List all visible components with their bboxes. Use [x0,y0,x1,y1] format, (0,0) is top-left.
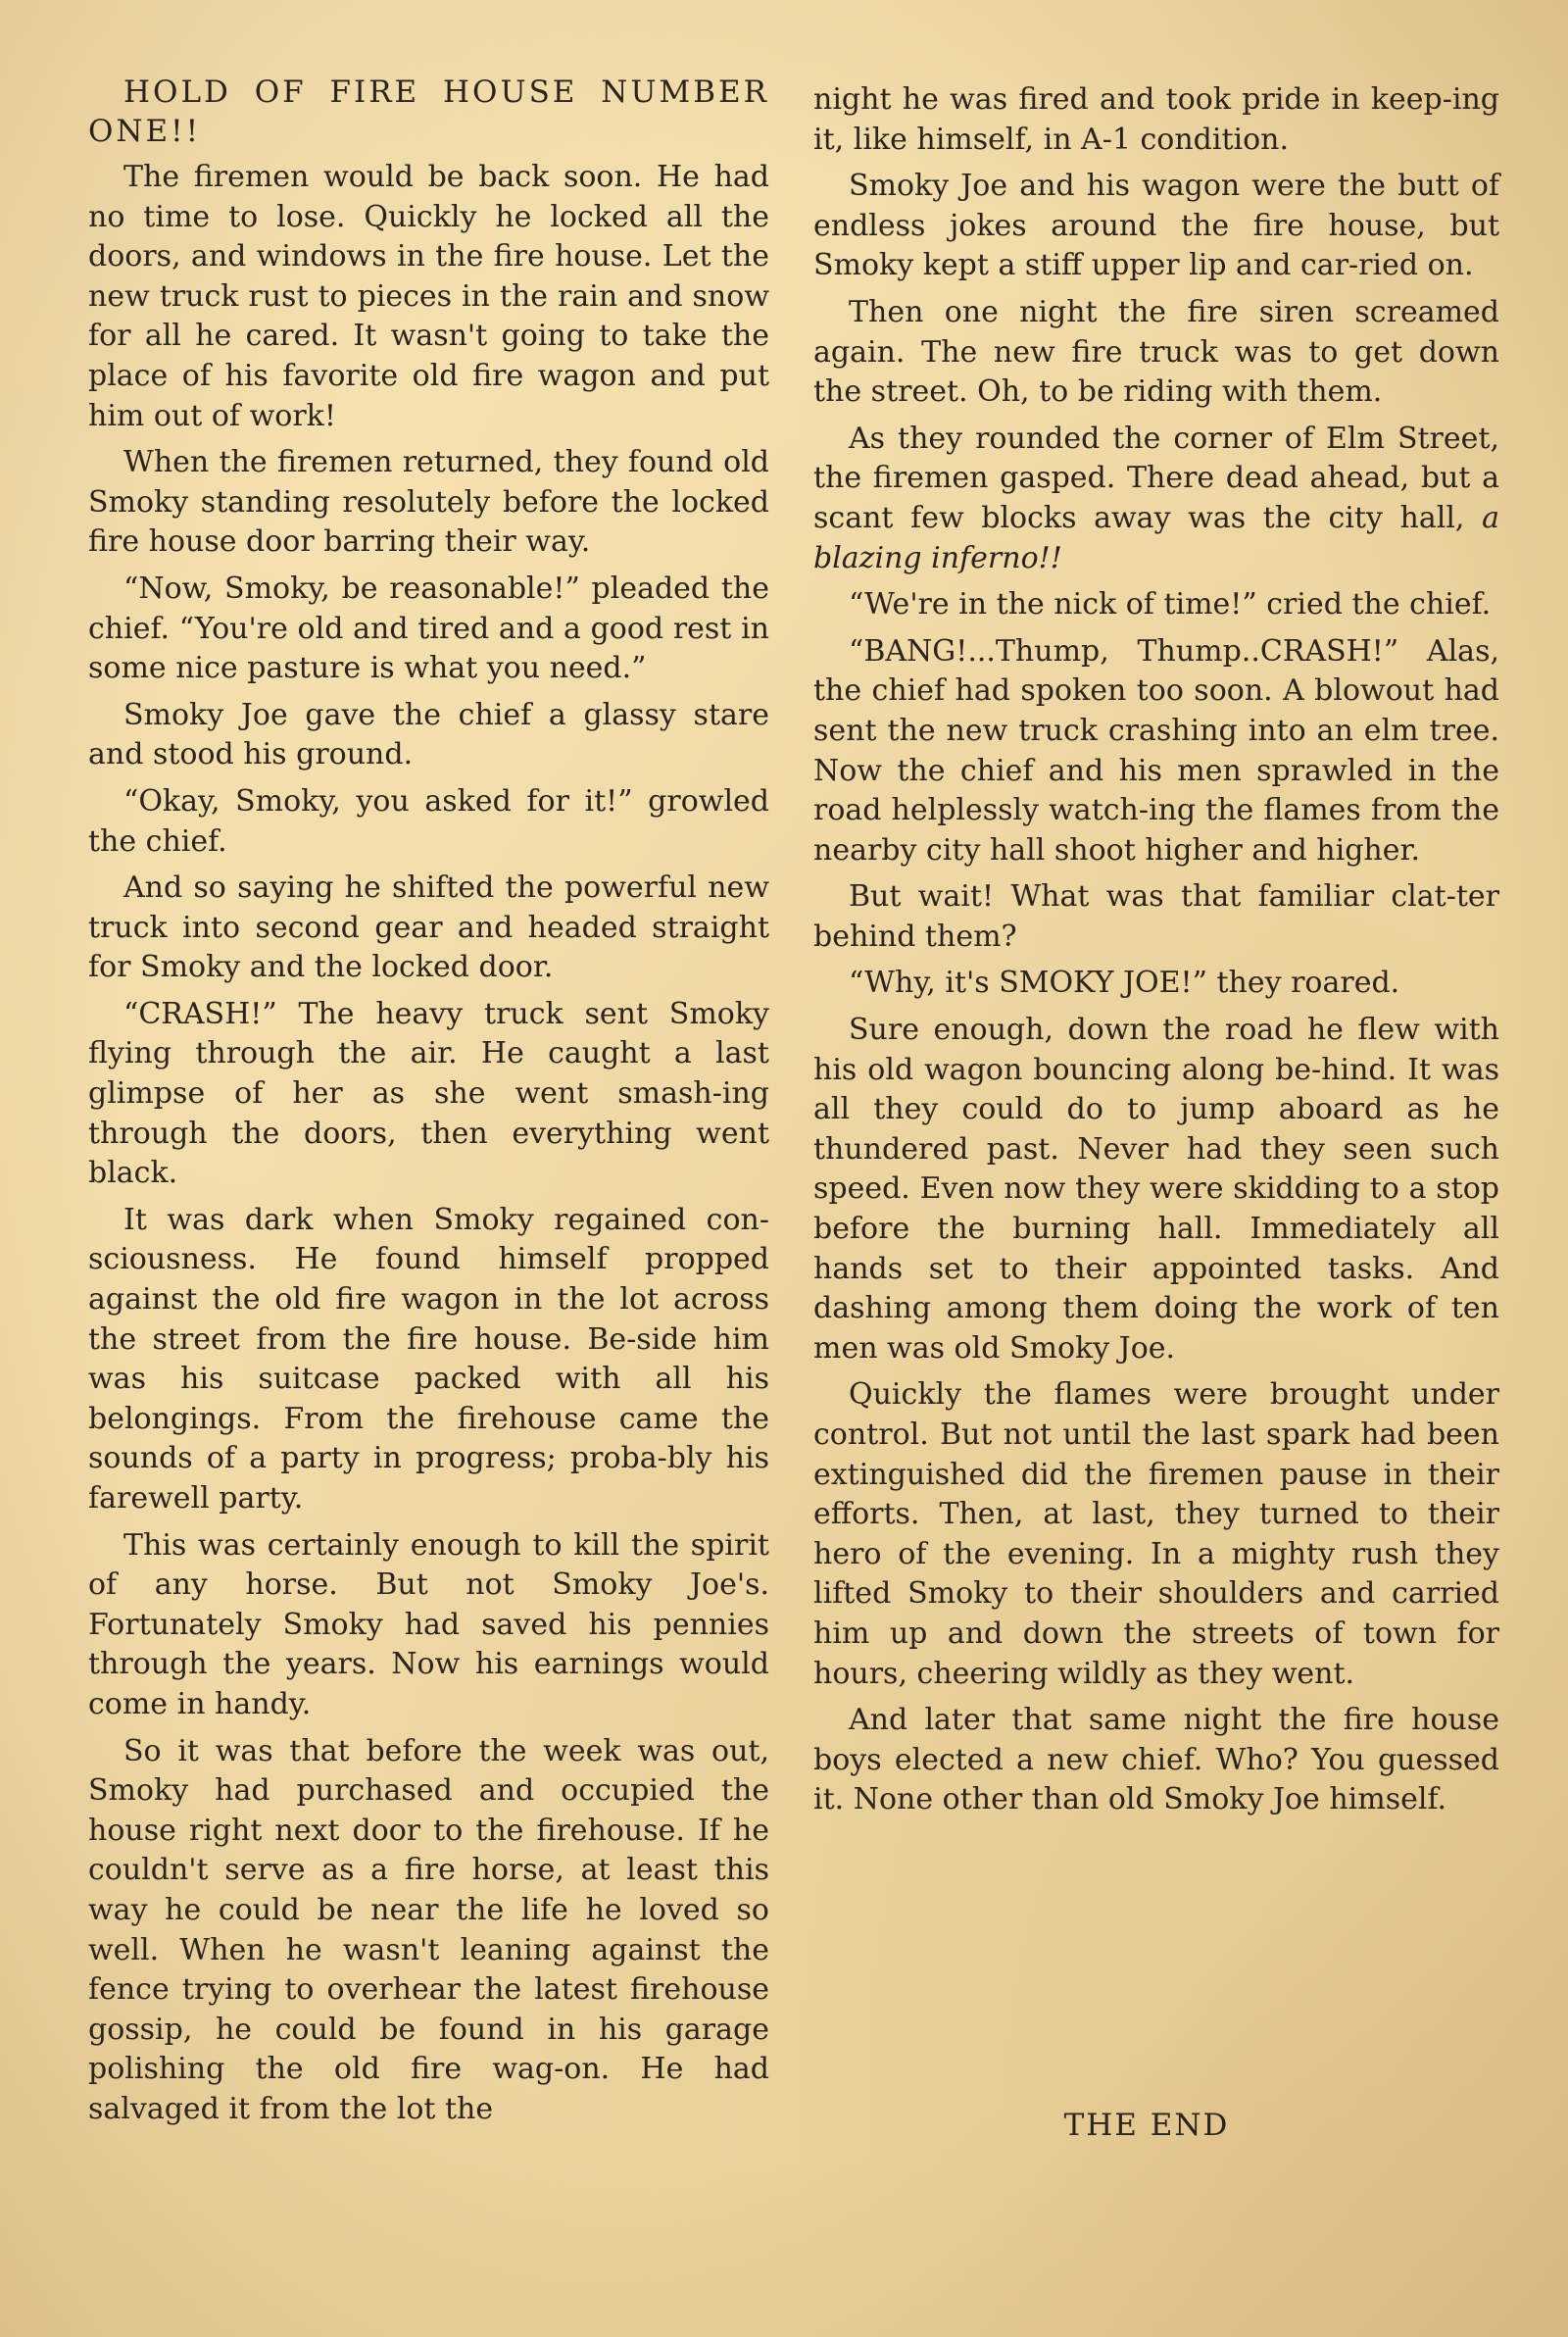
paragraph: Smoky Joe and his wagon were the butt of endless jokes around the fire house, but Smoky kept a stiff upper lip and car-ried on. [813,169,1499,283]
paragraph: “Why, it's SMOKY JOE!” they roared. [849,966,1400,1001]
paragraph: Quickly the flames were brought under control. But not until the last spark had been extinguished did the firemen pause in their efforts. Then, at last, they turned to their hero of the evening. In a mighty rush they lifted Smoky to their shoulders and carried him up and down the streets of town for hours, cheering wildly as they went. [813,1377,1499,1691]
the-end-label: THE END [1063,2108,1230,2143]
paragraph: And later that same night the fire house boys elected a new chief. Who? You guessed it. None other than old Smoky Joe himself. [813,1703,1499,1817]
paragraph: Then one night the fire siren screamed again. The new fire truck was to get down the street. Oh, to be riding with them. [813,294,1499,410]
paragraph: This was certainly enough to kill the spirit of any horse. But not Smoky Joe's. Fortunately Smoky had saved his pennies through the years. Now his earnings would come in handy. [88,1527,769,1721]
paragraph: “Okay, Smoky, you asked for it!” growled the chief. [88,783,769,859]
paragraph-text: As they rounded the corner of Elm Street, the firemen gasped. There dead ahead, but a scant few blocks away was the city hall, [813,421,1499,535]
paragraph: When the firemen returned, they found old Smoky standing resolutely before the locked fire house door barring their way. [88,445,769,560]
paragraph: It was dark when Smoky regained con-sciousness. He found himself propped against the old fire wagon in the lot across the street from the fire house. Be-side him was his suitcase packed with all his belongings. From the firehouse came the sounds of a party in progress; proba-bly his farewell party. [88,1202,769,1516]
paragraph: Smoky Joe gave the chief a glassy stare and stood his ground. [88,697,769,772]
paragraph: “CRASH!” The heavy truck sent Smoky flying through the air. He caught a last glimpse of her as she went smash-ing through the doors, then everything went black. [88,996,769,1191]
left-column [88,73,769,2137]
paragraph: “We're in the nick of time!” cried the chief. [849,587,1492,622]
italic-phrase: a blazing inferno!! [813,500,1499,575]
paragraph: But wait! What was that familiar clat-ter behind them? [813,879,1499,954]
paragraph: So it was that before the week was out, Smoky had purchased and occupied the house right next door to the firehouse. If he couldn't serve as a fire horse, at least this way he could be near the life he loved so well. When he wasn't leaning against the fence trying to overhear the latest firehouse gossip, he could be found in his garage polishing the old fire wag-on. He had salvaged it from the lot the [88,1733,769,2126]
paragraph-with-italic [813,420,1499,578]
paragraph: night he was fired and took pride in keep-ing it, like himself, in A-1 condition. [813,82,1499,157]
paragraph: Sure enough, down the road he flew with his old wagon bouncing along be-hind. It was all they could do to jump aboard as he thundered past. Never had they seen such speed. Even now they were skidding to a stop before the burning hall. Immediately all hands set to their appointed tasks. And dashing among them doing the work of ten men was old Smoky Joe. [813,1013,1499,1366]
right-column [813,80,1499,1827]
heading-continuation: HOLD OF FIRE HOUSE NUMBER ONE!! [88,75,769,149]
paragraph: “BANG!...Thump, Thump..CRASH!” Alas, the chief had spoken too soon. A blowout had sent the new truck crashing into an elm tree. Now the chief and his men sprawled in the road helplessly watch-ing the flames from the nearby city hall shoot higher and higher. [813,633,1499,868]
paragraph: And so saying he shifted the powerful new truck into second gear and headed straight for Smoky and the locked door. [88,870,769,985]
paragraph: “Now, Smoky, be reasonable!” pleaded the chief. “You're old and tired and a good rest in some nice pasture is what you need.” [88,571,769,686]
paragraph: The firemen would be back soon. He had no time to lose. Quickly he locked all the doors, and windows in the fire house. Let the new truck rust to pieces in the rain and snow for all he cared. It wasn't going to take the place of his favorite old fire wagon and put him out of work! [88,160,769,433]
